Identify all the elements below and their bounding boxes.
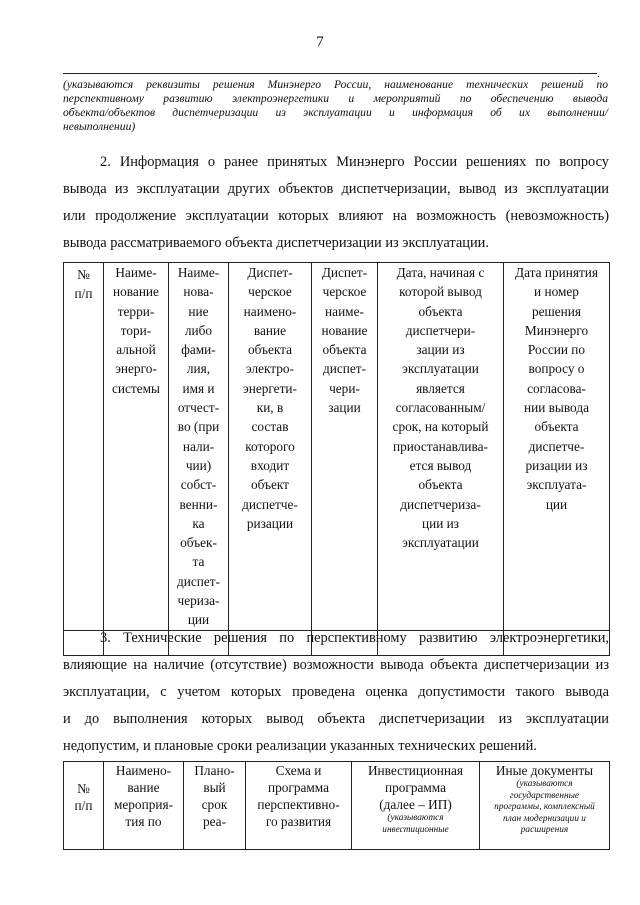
header-line: срок, на который [392,419,489,435]
table-header-cell [169,263,229,631]
note-line: перспективному развитию электроэнергетики и мероприятий по обеспечению вывода [63,92,608,105]
header-line: согласова- [527,380,586,396]
header-line: входит [250,457,290,473]
header-line: объект [251,477,289,493]
header-line: решения [531,303,582,319]
header-line: зации [328,400,361,416]
header-line: нование [321,322,368,338]
header-line: во (при [177,419,220,435]
header-line: нова- [183,284,214,300]
note-line: объекта/объектов диспетчеризации из эксплуатации и информация об их выполнении/ [63,106,608,119]
section-3-paragraph [63,625,609,760]
paragraph-line: влияющие на наличие (отсутствие) возможности вывода объекта диспетчеризации из [63,657,609,673]
header-line: ка [192,515,205,531]
table-header-cell [104,263,169,631]
header-line: которой вывод [399,284,482,300]
header-line: лия, [186,361,211,377]
header-line: п/п [74,286,93,302]
header-line: тори- [120,322,152,338]
header-line: которого [245,438,295,454]
header-line: диспет- [176,573,221,589]
table-header-cell: № п/п [64,762,104,850]
header-line: отчест- [177,400,220,416]
table-header-cell: Плано- вый срок реа- [184,762,246,850]
header-line: объекта [534,419,579,435]
table-header-cell [504,263,610,631]
header-line: и номер [534,284,579,300]
header-line: наимено- [243,303,297,319]
header-line: эксплуатации [402,361,479,377]
fill-in-line [63,73,597,74]
header-line: черское [322,284,367,300]
header-line: Наиме- [177,265,220,280]
header-line: Дата принятия [515,265,598,280]
table-header-row [64,762,610,850]
header-line: является [416,380,465,396]
header-line: эксплуатации [402,535,479,551]
header-line: согласованным/ [395,400,486,416]
header-line: альной [116,342,156,358]
table-header-row [64,263,610,631]
table-header-cell [312,263,378,631]
header-line: нование [113,284,159,300]
header-line: наиме- [325,303,364,319]
previous-decisions-table [63,262,610,656]
header-line: собст- [180,477,217,493]
table-header-cell: Иные документы (указываются государственные программы, комплексный план модернизации и расширения [480,762,610,850]
header-line: электро- [246,361,294,377]
header-line: объекта [418,477,463,493]
note-line: (указываются реквизиты решения Минэнерго России, наименование технических решений по [63,78,608,91]
header-line: ции [187,612,210,628]
header-line: объекта [322,342,367,358]
header-line: ции из [421,515,460,531]
technical-solutions-table [63,761,610,850]
header-line: диспетчери- [405,322,476,338]
table-header-cell [64,263,104,631]
table-header-cell [229,263,312,631]
header-line: Дата, начиная с [396,265,485,280]
paragraph-line: 2. Информация о ранее принятых Минэнерго России решениях по вопросу [100,154,609,170]
header-line: чии) [185,457,212,473]
header-line: зации из [416,342,465,358]
note-line: невыполнении) [63,120,136,133]
paragraph-line: 3. Технические решения по перспективному развитию электроэнергетики, [100,630,609,646]
header-line: эксплуата- [526,477,587,493]
paragraph-line: вывода рассматриваемого объекта диспетчеризации из эксплуатации. [63,235,489,251]
header-line: диспетче- [242,496,298,512]
header-line: чериза- [177,593,220,609]
header-line: Диспет- [321,265,368,280]
header-line: вание [253,322,287,338]
header-line: диспет- [322,361,367,377]
header-line: диспетче- [528,438,585,454]
paragraph-line: и до выполнения которых вывод объекта диспетчеризации из эксплуатации [63,711,609,727]
header-line: ние [188,303,209,319]
header-line: та [192,554,205,570]
header-line: вопросу о [528,361,585,377]
header-line: объекта [247,342,293,358]
header-line: системы [112,380,160,396]
header-line: ции [545,496,568,512]
header-line: фами- [181,342,216,358]
header-line: имя и [182,380,215,396]
paragraph-line: эксплуатации, с учетом которых проведена оценка допустимости такого вывода [63,684,609,700]
header-line: ется вывод [409,457,472,473]
table-header-cell: Схема и программа перспективно- го развития [246,762,352,850]
table-header-cell: Наимено- вание мероприя- тия по [104,762,184,850]
header-line: Наиме- [115,265,157,280]
header-line: диспетчериза- [400,496,481,512]
paragraph-line: вывода из эксплуатации других объектов диспетчеризации, вывод из эксплуатации [63,181,609,197]
header-line: объекта [418,303,463,319]
header-line: ризации [246,515,294,531]
header-line: приостанавлива- [393,438,488,454]
header-line: ризации из [525,457,588,473]
header-line: Диспет- [247,265,293,280]
header-line: энергети- [243,380,297,396]
table-header-cell: Инвестиционная программа (далее – ИП) (указываются инвестиционные [352,762,480,850]
header-line: нали- [182,438,215,454]
header-line: чери- [329,380,360,396]
header-line: России по [527,342,586,358]
page-number: 7 [316,34,324,50]
header-line: объек- [180,535,217,551]
table-header-cell [378,263,504,631]
requisites-note [63,78,608,134]
header-line: нии вывода [523,400,589,416]
header-line: Минэнерго [524,322,589,338]
header-line: ки, в [256,400,284,416]
section-2-paragraph [63,149,609,257]
header-line: состав [251,419,289,435]
header-line: либо [184,322,213,338]
header-line: терри- [117,303,155,319]
header-line: № [77,267,90,282]
header-line: энерго- [115,361,157,377]
header-line: черское [248,284,292,300]
paragraph-line: или продолжение эксплуатации которых влияют на возможность (невозможность) [63,208,609,224]
paragraph-line: недопустим, и плановые сроки реализации указанных технических решений. [63,738,537,754]
header-line: венни- [179,496,218,512]
fill-in-line-end: . [597,66,600,80]
